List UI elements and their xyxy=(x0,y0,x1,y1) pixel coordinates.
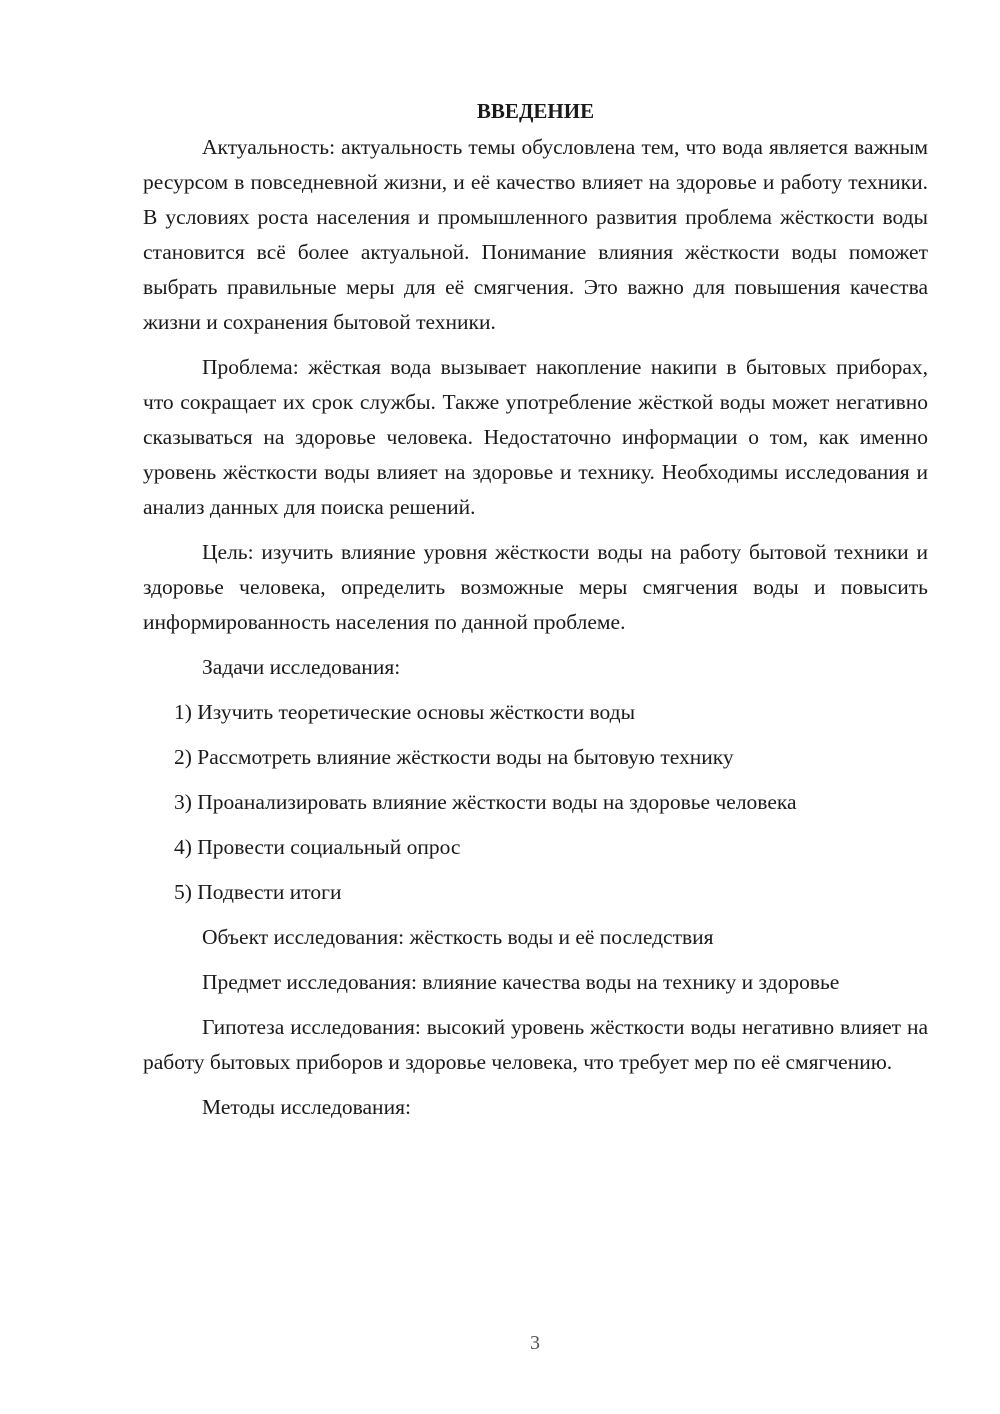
paragraph-goal: Цель: изучить влияние уровня жёсткости воды на работу бытовой техники и здоровье человека, определить возможные меры смягчения воды и повысить информированность населения по данной проблеме. xyxy=(143,540,928,634)
list-item: 5) Подвести итоги xyxy=(174,880,342,904)
paragraph-hypothesis: Гипотеза исследования: высокий уровень жёсткости воды негативно влияет на работу бытовых приборов и здоровье человека, что требует мер по её смягчению. xyxy=(143,1015,928,1074)
section-title: ВВЕДЕНИЕ xyxy=(476,99,595,123)
tasks-heading: Задачи исследования: xyxy=(202,655,401,679)
list-item: 3) Проанализировать влияние жёсткости воды на здоровье человека xyxy=(174,790,797,814)
paragraph-problem: Проблема: жёсткая вода вызывает накопление накипи в бытовых приборах, что сокращает их срок службы. Также употребление жёсткой воды может негативно сказываться на здоровье человека. Недостаточно информации о том, как именно уровень жёсткости воды влияет на здоровье и технику. Необходимы исследования и анализ данных для поиска решений. xyxy=(143,355,928,519)
document-page xyxy=(143,94,928,1125)
page-number: 3 xyxy=(530,1332,540,1354)
paragraph-object: Объект исследования: жёсткость воды и её последствия xyxy=(202,925,714,949)
tasks-list xyxy=(143,695,928,910)
paragraph-subject: Предмет исследования: влияние качества воды на технику и здоровье xyxy=(202,970,840,994)
list-item: 1) Изучить теоретические основы жёсткости воды xyxy=(174,700,636,724)
paragraph-relevance: Актуальность: актуальность темы обусловлена тем, что вода является важным ресурсом в повседневной жизни, и её качество влияет на здоровье и работу техники. В условиях роста населения и промышленного развития проблема жёсткости воды становится всё более актуальной. Понимание влияния жёсткости воды поможет выбрать правильные меры для её смягчения. Это важно для повышения качества жизни и сохранения бытовой техники. xyxy=(143,135,928,334)
list-item: 2) Рассмотреть влияние жёсткости воды на бытовую технику xyxy=(174,745,734,769)
methods-heading: Методы исследования: xyxy=(202,1095,411,1119)
list-item: 4) Провести социальный опрос xyxy=(174,835,461,859)
